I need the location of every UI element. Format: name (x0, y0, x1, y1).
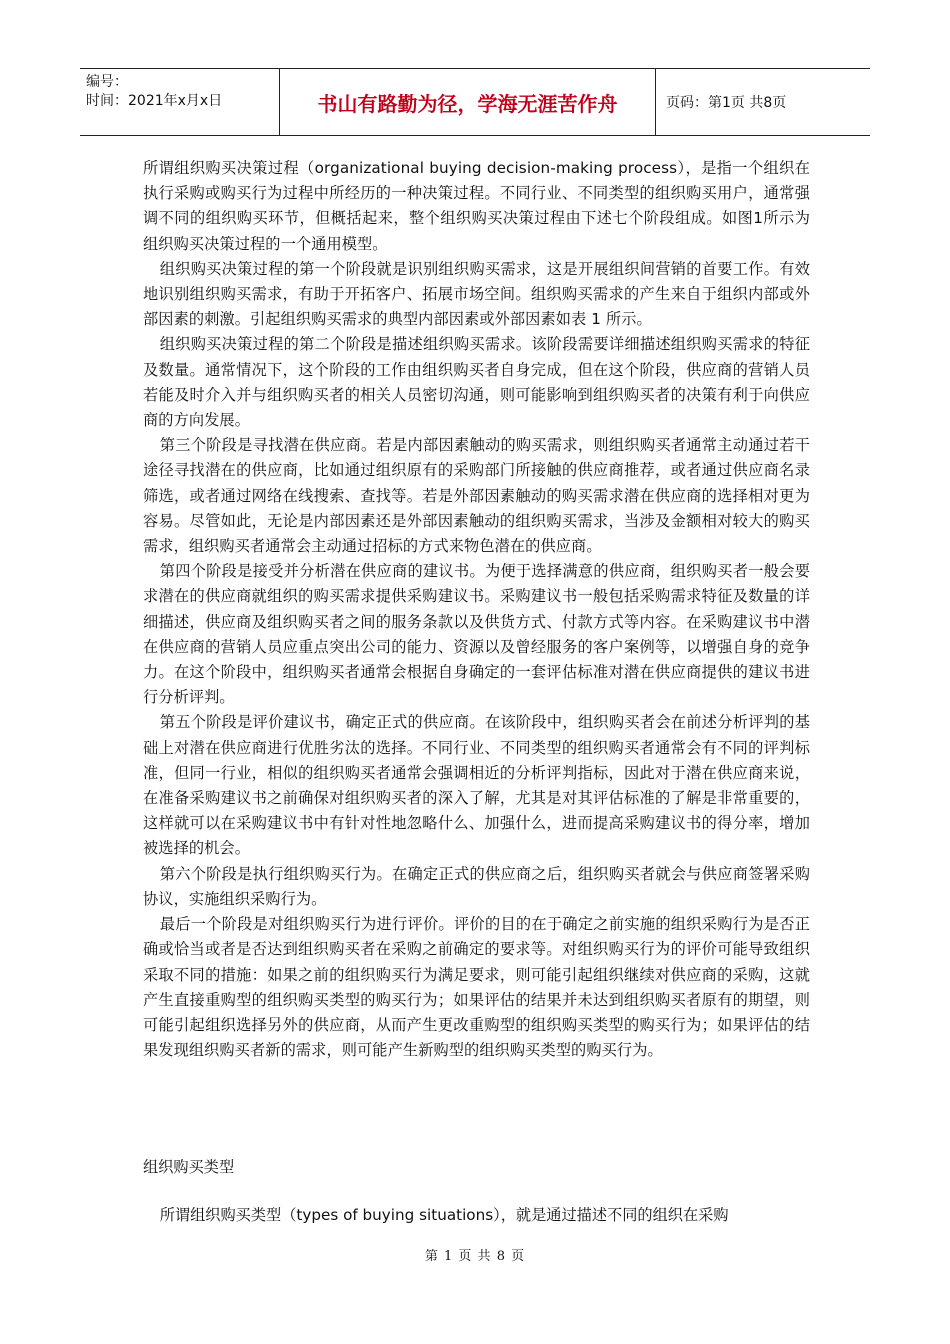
header-motto: 书山有路勤为径，学海无涯苦作舟 (280, 69, 656, 135)
header-page-info: 页码：第1页 共8页 (666, 95, 787, 111)
document-date: 时间：2021年x月x日 (86, 93, 223, 109)
body-paragraph: 组织购买决策过程的第一个阶段就是识别组织购买需求，这是开展组织间营销的首要工作。有效地识别组织购买需求，有助于开拓客户、拓展市场空间。组织购买需求的产生来自于组织内部或外部因素的刺激。引起组织购买需求的典型内部因素或外部因素如表 1 所示。 (143, 259, 810, 329)
body-paragraph: 所谓组织购买决策过程（organizational buying decision-making process），是指一个组织在执行采购或购买行为过程中所经历的一种决策过程。不同行业、不同类型的组织购买用户，通常强调不同的组织购买环节，但概括起来，整个组织购买决策过程由下述七个阶段组成。如图1所示为组织购买决策过程的一个通用模型。 (143, 159, 810, 253)
document-body (143, 156, 810, 1063)
body-paragraph: 第三个阶段是寻找潜在供应商。若是内部因素触动的购买需求，则组织购买者通常主动通过若干途径寻找潜在的供应商，比如通过组织原有的采购部门所接触的供应商推荐，或者通过供应商名录筛选，或者通过网络在线搜索、查找等。若是外部因素触动的购买需求潜在供应商的选择相对更为容易。尽管如此，无论是内部因素还是外部因素触动的组织购买需求，当涉及金额相对较大的购买需求，组织购买者通常会主动通过招标的方式来物色潜在的供应商。 (143, 436, 810, 556)
body-paragraph: 组织购买决策过程的第二个阶段是描述组织购买需求。该阶段需要详细描述组织购买需求的特征及数量。通常情况下，这个阶段的工作由组织购买者自身完成，但在这个阶段，供应商的营销人员若能及时介入并与组织购买者的相关人员密切沟通，则可能影响到组织购买者的决策有利于向供应商的方向发展。 (143, 335, 810, 430)
body-paragraph: 第五个阶段是评价建议书，确定正式的供应商。在该阶段中，组织购买者会在前述分析评判的基础上对潜在供应商进行优胜劣汰的选择。不同行业、不同类型的组织购买者通常会有不同的评判标准，但同一行业，相似的组织购买者通常会强调相近的分析评判指标，因此对于潜在供应商来说，在准备采购建议书之前确保对组织购买者的深入了解，尤其是对其评估标准的了解是非常重要的，这样就可以在采购建议书中有针对性地忽略什么、加强什么，进而提高采购建议书的得分率，增加被选择的机会。 (143, 713, 810, 858)
section-heading: 组织购买类型 (143, 1158, 235, 1176)
body-paragraph: 第六个阶段是执行组织购买行为。在确定正式的供应商之后，组织购买者就会与供应商签署采购协议，实施组织采购行为。 (143, 864, 810, 908)
page-footer: 第 1 页 共 8 页 (424, 1249, 526, 1264)
document-number-label: 编号： (86, 74, 128, 90)
body-paragraph: 所谓组织购买类型（types of buying situations），就是通过描述不同的组织在采购 (159, 1206, 729, 1224)
body-paragraph: 第四个阶段是接受并分析潜在供应商的建议书。为便于选择满意的供应商，组织购买者一般会要求潜在的供应商就组织的购买需求提供采购建议书。采购建议书一般包括采购需求特征及数量的详细描述，供应商及组织购买者之间的服务条款以及供货方式、付款方式等内容。在采购建议书中潜在供应商的营销人员应重点突出公司的能力、资源以及曾经服务的客户案例等，以增强自身的竞争力。在这个阶段中，组织购买者通常会根据自身确定的一套评估标准对潜在供应商提供的建议书进行分析评判。 (143, 562, 810, 707)
body-paragraph: 最后一个阶段是对组织购买行为进行评价。评价的目的在于确定之前实施的组织采购行为是否正确或恰当或者是否达到组织购买者在采购之前确定的要求等。对组织购买行为的评价可能导致组织采取不同的措施：如果之前的组织购买行为满足要求，则可能引起组织继续对供应商的采购，这就产生直接重购型的组织购买类型的购买行为；如果评估的结果并未达到组织购买者原有的期望，则可能引起组织选择另外的供应商，从而产生更改重购型的组织购买类型的购买行为；如果评估的结果发现组织购买者新的需求，则可能产生新购型的组织购买类型的购买行为。 (143, 915, 810, 1060)
header-meta (80, 69, 280, 135)
page-header (80, 68, 870, 136)
